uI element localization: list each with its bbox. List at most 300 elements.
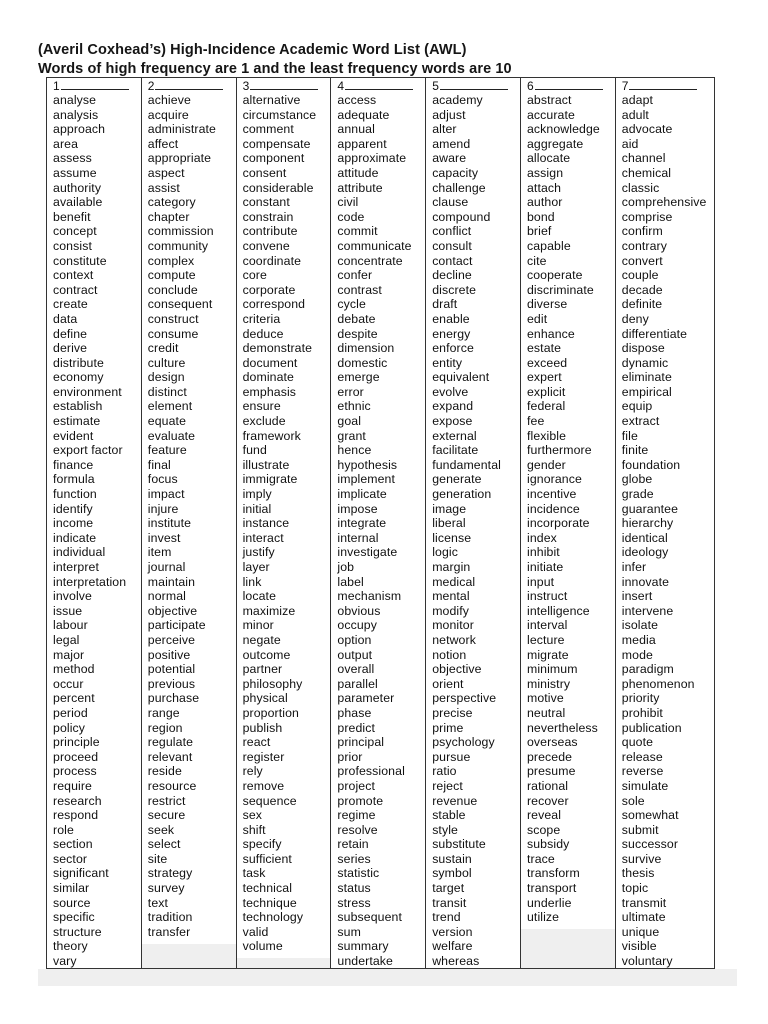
word-item: trend [432,910,461,925]
word-item: outcome [242,647,291,662]
word-item: aid [621,136,639,151]
word-item: cooperate [526,268,583,283]
column-number: 2 [147,79,155,93]
word-item: theory [53,939,88,954]
word-item: corporate [242,282,296,297]
word-item: purchase [147,691,200,706]
word-item: dynamic [621,355,669,370]
word-item: instruct [526,589,568,604]
word-item: inhibit [526,545,560,560]
word-item: category [147,195,196,210]
word-item: amend [432,136,471,151]
word-item: enforce [432,341,474,356]
word-item: shift [242,822,266,837]
word-item: expand [432,399,474,414]
word-item: construct [147,311,199,326]
word-item: communicate [337,238,412,253]
word-item: resource [147,778,197,793]
word-item: rational [526,778,569,793]
word-item: trace [526,851,555,866]
word-item: potential [147,662,196,677]
word-item: unique [621,924,660,939]
word-item: deny [621,311,649,326]
column-header [521,79,615,93]
word-item: regulate [147,735,194,750]
word-item: demonstrate [242,341,313,356]
word-item: partner [242,662,283,677]
word-item: immigrate [242,472,298,487]
word-item: edit [526,311,548,326]
word-item: site [147,851,168,866]
word-item: constitute [53,253,107,268]
word-item: paradigm [621,662,674,677]
word-item: equivalent [432,370,490,385]
word-item: income [53,516,94,531]
word-item: occur [53,676,84,691]
word-item: grant [337,428,366,443]
word-item: area [53,136,79,151]
word-column-7 [616,78,714,968]
word-column-3 [237,78,332,968]
word-item: promote [337,793,384,808]
empty-cell-shade [237,958,331,968]
word-item: compute [147,268,196,283]
word-item: appropriate [147,151,212,166]
word-item: evident [53,428,94,443]
word-item: reside [147,764,182,779]
word-item: aspect [147,165,185,180]
word-item: parameter [337,691,395,706]
word-item: revenue [432,793,478,808]
word-item: interact [242,530,284,545]
word-item: couple [621,268,659,283]
word-item: prior [337,749,363,764]
word-item: credit [147,341,179,356]
word-item: flexible [526,428,567,443]
word-item: expose [432,414,473,429]
word-item: style [432,822,458,837]
word-item: minimum [526,662,578,677]
word-item: valid [242,924,269,939]
word-item: attitude [337,165,379,180]
word-item: emerge [337,370,380,385]
word-item: civil [337,195,359,210]
word-item: physical [242,691,288,706]
word-item: philosophy [242,676,303,691]
word-item: evaluate [147,428,196,443]
word-item: illustrate [242,457,290,472]
word-item: indicate [53,530,97,545]
word-item: phenomenon [621,676,695,691]
word-item: major [53,647,85,662]
word-item: dispose [621,341,665,356]
word-item: discrete [432,282,477,297]
word-item: phase [337,705,372,720]
word-item: invest [147,530,181,545]
word-item: logic [432,545,458,560]
word-item: generate [432,472,482,487]
word-item: labour [53,618,88,633]
word-item: distribute [53,355,104,370]
word-item: method [53,662,95,677]
word-item: insert [621,589,653,604]
word-item: authority [53,180,102,195]
word-item: substitute [432,837,486,852]
word-item: section [53,837,93,852]
word-item: item [147,545,172,560]
word-item: impact [147,487,185,502]
word-item: integrate [337,516,387,531]
word-item: similar [53,881,90,896]
word-item: voluntary [621,954,673,969]
word-item: neutral [526,705,566,720]
word-item: respond [53,808,99,823]
word-item: capacity [432,165,479,180]
word-item: percent [53,691,95,706]
word-item: nevertheless [526,720,598,735]
word-item: foundation [621,457,681,472]
word-item: grade [621,487,654,502]
word-column-4 [331,78,426,968]
word-item: constrain [242,209,294,224]
word-item: brief [526,224,552,239]
word-item: license [432,530,472,545]
word-item: impose [337,501,378,516]
word-item: mode [621,647,653,662]
footer-band [38,969,737,986]
word-item: migrate [526,647,569,662]
word-item: document [242,355,298,370]
word-item: justify [242,545,275,560]
word-item: apparent [337,136,387,151]
word-item: file [621,428,638,443]
word-item: debate [337,311,376,326]
word-item: classic [621,180,660,195]
word-item: subsidy [526,837,570,852]
word-item: medical [432,574,476,589]
word-item: text [147,895,169,910]
header-underline [61,79,129,90]
word-item: initial [242,501,272,516]
header-underline [345,79,413,90]
word-item: obvious [337,603,381,618]
word-item: minor [242,618,274,633]
word-item: advocate [621,122,673,137]
word-item: consult [432,238,472,253]
word-item: expert [526,370,562,385]
word-item: previous [147,676,196,691]
word-item: chapter [147,209,190,224]
word-item: index [526,530,557,545]
word-item: decade [621,282,663,297]
word-item: image [432,501,467,516]
word-item: assume [53,165,97,180]
word-item: innovate [621,574,670,589]
word-item: concept [53,224,97,239]
word-item: convene [242,238,290,253]
word-item: data [53,311,78,326]
column-header [237,79,331,93]
word-item: economy [53,370,104,385]
word-item: finance [53,457,94,472]
word-item: sole [621,793,645,808]
word-item: vary [53,954,77,969]
word-item: cite [526,253,547,268]
word-item: establish [53,399,103,414]
word-item: margin [432,560,471,574]
word-item: seek [147,822,175,837]
word-item: annual [337,122,375,137]
word-item: internal [337,530,379,545]
word-item: publication [621,720,682,735]
word-item: precede [526,749,573,764]
header-underline [629,79,697,90]
column-number: 7 [621,79,629,93]
word-item: involve [53,589,92,604]
word-item: range [147,705,180,720]
word-item: maintain [147,574,196,589]
word-item: author [526,195,563,210]
word-item: isolate [621,618,659,633]
word-item: reveal [526,808,562,823]
word-item: attach [526,180,562,195]
column-header [426,79,520,93]
word-item: facilitate [432,443,479,458]
word-item: stress [337,895,371,910]
word-item: adapt [621,93,654,107]
word-item: underlie [526,895,572,910]
word-item: individual [53,545,106,560]
word-item: context [53,268,94,283]
word-item: investigate [337,545,398,560]
word-item: relevant [147,749,193,764]
word-item: function [53,487,97,502]
word-item: dominate [242,370,294,385]
word-item: discriminate [526,282,594,297]
column-header [331,79,425,93]
word-item: equate [147,414,187,429]
word-item: interval [526,618,568,633]
word-item: notion [432,647,467,662]
word-item: consist [53,238,92,253]
word-item: gender [526,457,566,472]
word-item: consequent [147,297,213,312]
word-item: orient [432,676,464,691]
word-item: alternative [242,93,301,107]
word-item: objective [432,662,482,677]
word-item: energy [432,326,471,341]
word-item: code [337,209,365,224]
word-item: confirm [621,224,663,239]
word-item: mental [432,589,470,604]
word-item: modify [432,603,470,618]
word-item: topic [621,881,649,896]
word-item: available [53,195,103,210]
word-column-6 [521,78,616,968]
word-item: hence [337,443,372,458]
word-item: comment [242,122,294,137]
word-item: media [621,632,656,647]
word-item: final [147,457,171,472]
column-header [616,79,714,93]
word-item: deduce [242,326,284,341]
word-item: hypothesis [337,457,398,472]
word-item: ministry [526,676,571,691]
word-item: version [432,924,473,939]
word-item: normal [147,589,186,604]
word-item: submit [621,822,659,837]
word-item: predict [337,720,375,735]
word-item: entity [432,355,463,370]
word-item: perspective [432,691,497,706]
word-item: enhance [526,326,575,341]
word-item: coordinate [242,253,302,268]
word-item: acknowledge [526,122,600,137]
word-item: publish [242,720,283,735]
column-header [142,79,236,93]
word-item: achieve [147,93,191,107]
word-item: transfer [147,924,191,939]
word-item: environment [53,384,122,399]
word-item: statistic [337,866,380,881]
word-item: legal [53,632,80,647]
word-item: select [147,837,181,852]
empty-cell-shade [521,929,615,968]
word-item: capable [526,238,571,253]
word-item: contrary [621,238,668,253]
word-item: structure [53,924,102,939]
word-item: design [147,370,185,385]
word-item: resolve [337,822,378,837]
word-item: network [432,632,476,647]
word-item: imply [242,487,272,502]
word-item: perceive [147,632,196,647]
word-item: institute [147,516,192,531]
word-item: technical [242,881,293,896]
word-item: source [53,895,91,910]
word-item: locate [242,589,277,604]
word-item: culture [147,355,186,370]
word-item: constant [242,195,290,210]
word-item: ignorance [526,472,582,487]
word-item: correspond [242,297,306,312]
word-item: secure [147,808,186,823]
word-item: stable [432,808,466,823]
word-item: focus [147,472,178,487]
word-item: contract [53,282,98,297]
word-item: definite [621,297,663,312]
word-item: regime [337,808,376,823]
word-item: access [337,93,377,107]
word-item: injure [147,501,179,516]
word-item: process [53,764,97,779]
word-item: survey [147,881,185,896]
word-item: element [147,399,193,414]
word-item: eliminate [621,370,672,385]
word-item: policy [53,720,86,735]
word-item: commit [337,224,378,239]
word-item: formula [53,472,95,487]
word-item: emphasis [242,384,297,399]
word-item: goal [337,414,362,429]
word-item: diverse [526,297,568,312]
word-item: allocate [526,151,571,166]
word-item: feature [147,443,187,458]
word-item: exceed [526,355,568,370]
word-item: comprehensive [621,195,707,210]
word-item: ethnic [337,399,371,414]
word-item: initiate [526,560,564,574]
word-item: status [337,881,371,896]
word-item: compound [432,209,491,224]
word-item: presume [526,764,576,779]
word-item: sum [337,924,361,939]
word-item: prime [432,720,464,735]
word-item: export factor [53,443,123,458]
word-item: alter [432,122,457,137]
word-item: incentive [526,487,577,502]
word-item: conflict [432,224,472,239]
word-item: conclude [147,282,198,297]
word-item: adequate [337,107,390,122]
word-item: motive [526,691,564,706]
column-number: 5 [432,79,439,93]
word-item: option [337,632,372,647]
word-item: quote [621,735,654,750]
word-item: furthermore [526,443,592,458]
word-item: utilize [526,910,560,925]
document-subtitle: Words of high frequency are 1 and the least frequency words are 10 [38,61,512,77]
word-item: principal [337,735,385,750]
word-item: pursue [432,749,471,764]
word-item: compensate [242,136,311,151]
word-item: approach [53,122,106,137]
word-item: affect [147,136,179,151]
word-item: circumstance [242,107,317,122]
word-item: strategy [147,866,193,881]
word-item: sequence [242,793,297,808]
word-item: abstract [526,93,572,107]
word-item: thesis [621,866,655,881]
word-item: consume [147,326,199,341]
word-item: implicate [337,487,387,502]
word-item: decline [432,268,472,283]
column-number: 1 [53,79,60,93]
word-item: welfare [432,939,473,954]
empty-cell-shade [142,944,236,968]
column-number: 3 [242,79,250,93]
word-item: ideology [621,545,669,560]
word-item: intervene [621,603,674,618]
word-item: identical [621,530,668,545]
word-item: despite [337,326,378,341]
word-item: equip [621,399,653,414]
word-item: guarantee [621,501,679,516]
word-item: reverse [621,764,664,779]
word-item: recover [526,793,569,808]
word-item: transmit [621,895,667,910]
word-item: aggregate [526,136,584,151]
word-item: project [337,778,375,793]
word-item: analysis [53,107,99,122]
word-item: derive [53,341,88,356]
word-item: analyse [53,93,97,107]
word-item: accurate [526,107,575,122]
word-item: tradition [147,910,193,925]
word-item: overall [337,662,375,677]
word-item: region [147,720,183,735]
word-item: globe [621,472,653,487]
